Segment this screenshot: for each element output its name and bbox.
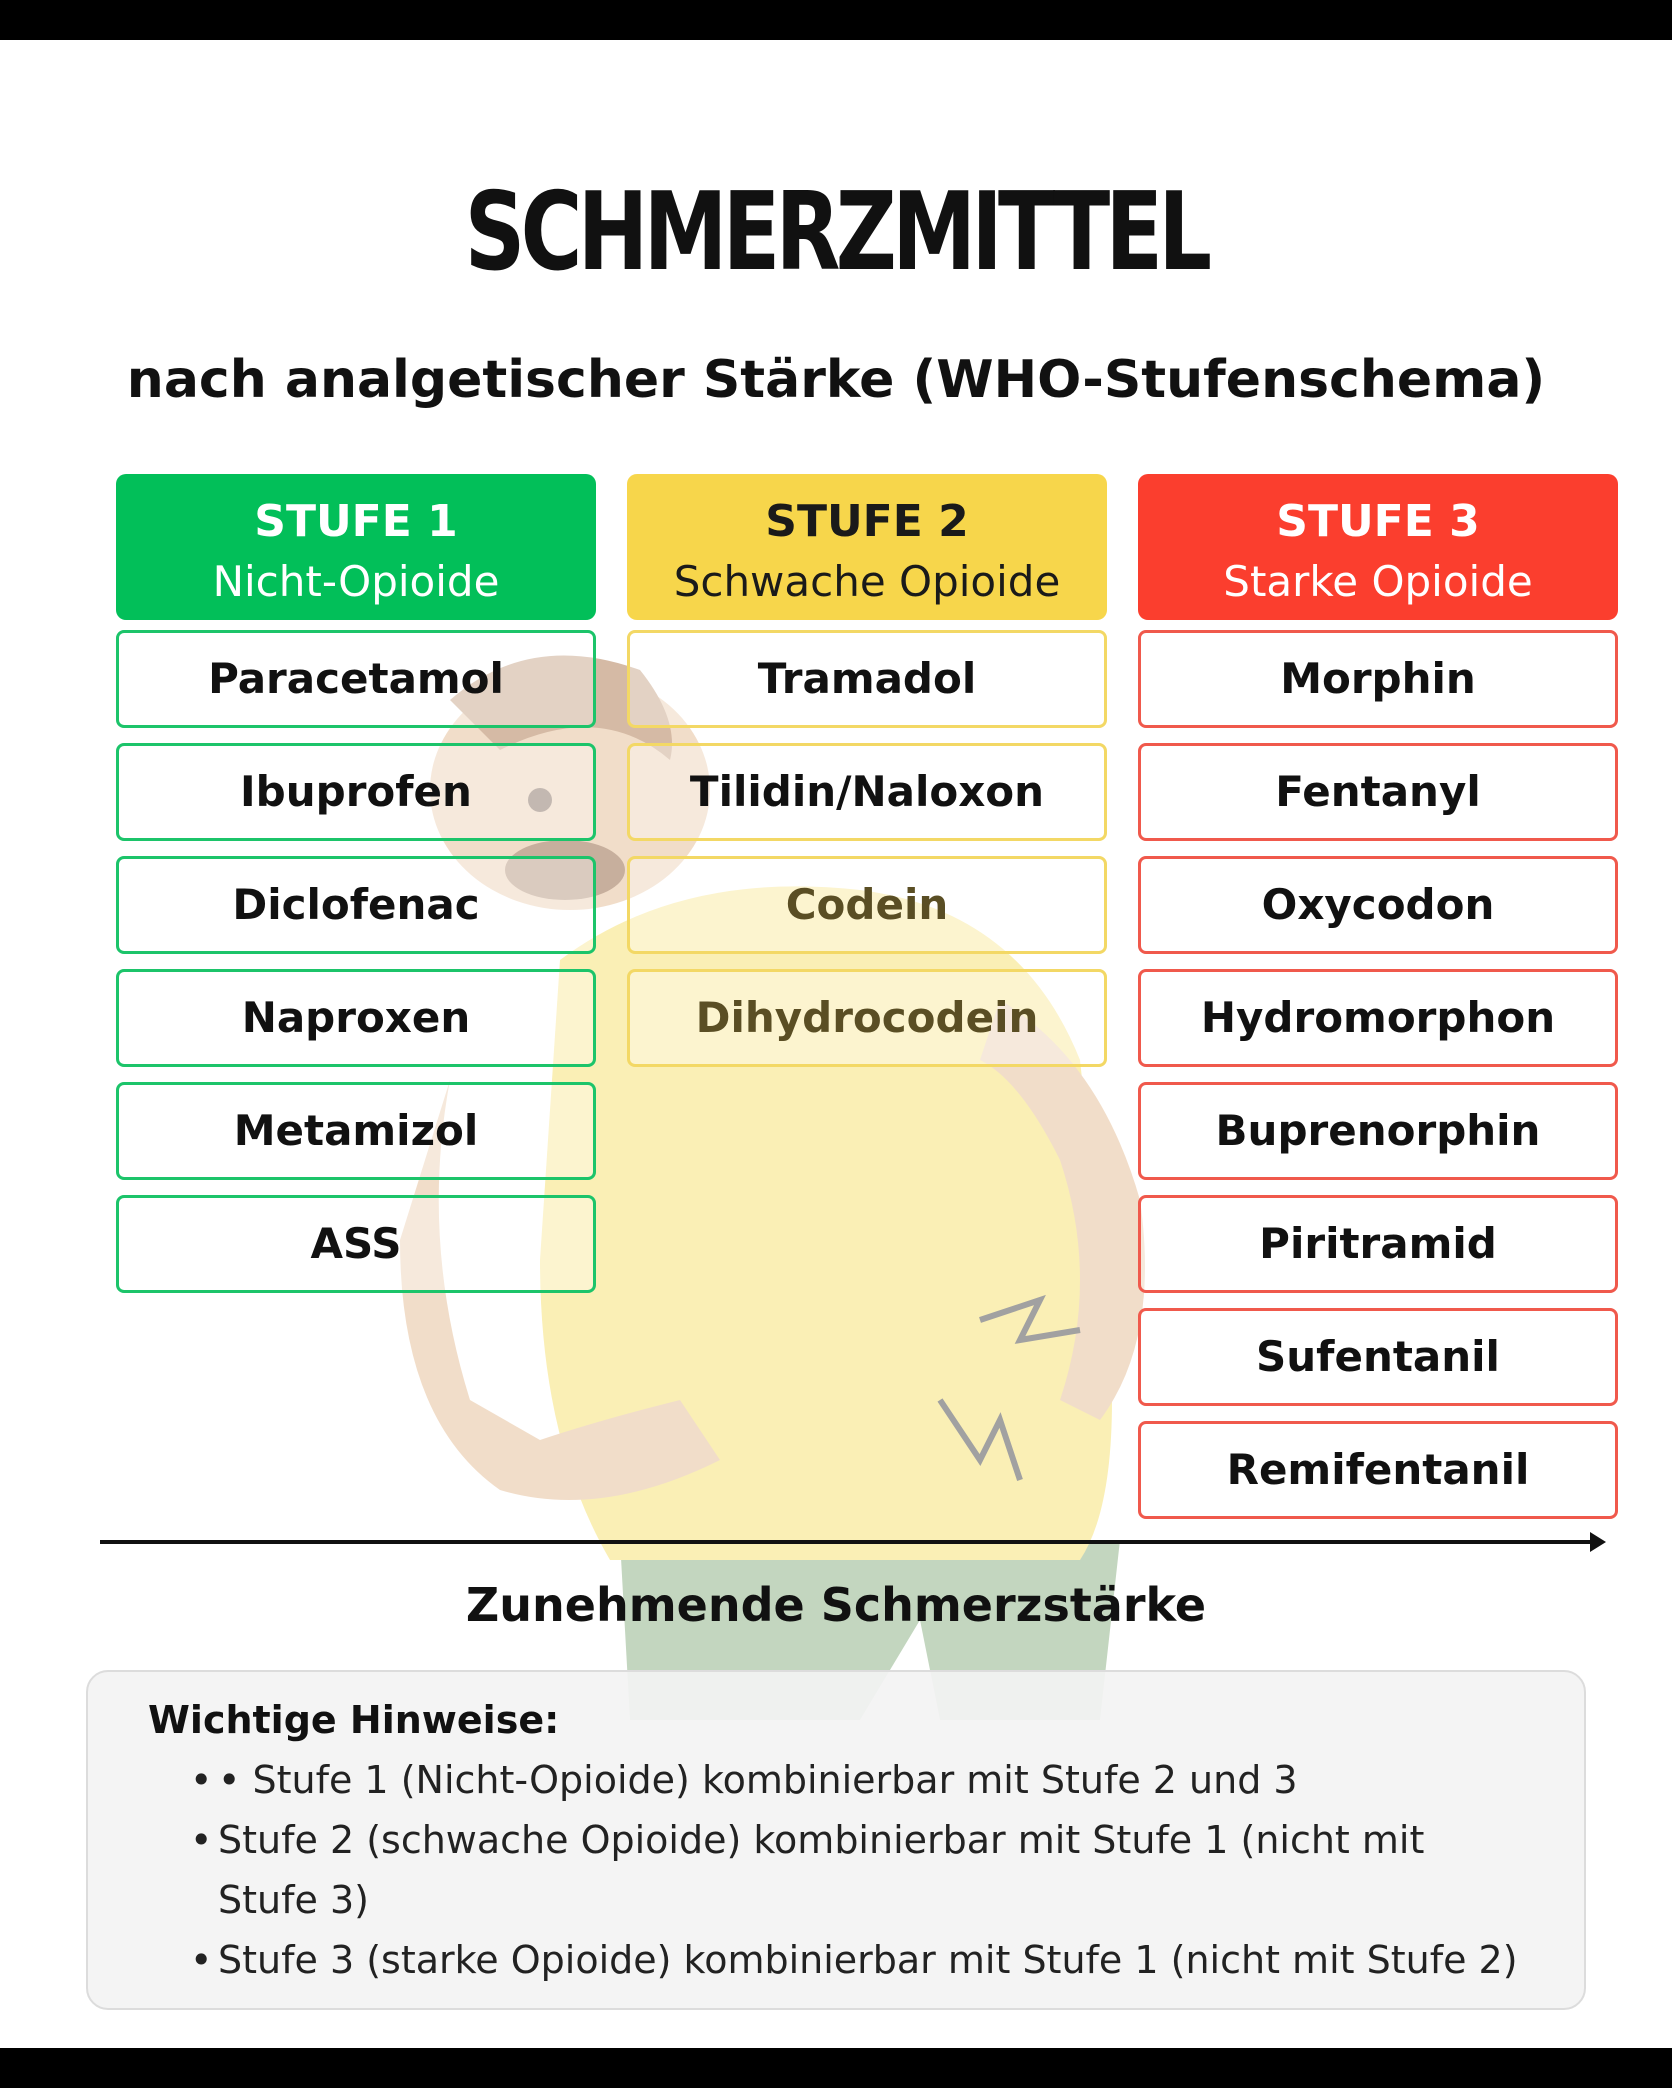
notes-title: Wichtige Hinweise: xyxy=(148,1698,560,1742)
page-title: SCHMERZMITTEL xyxy=(464,170,1208,295)
stufe-3-kind: Starke Opioide xyxy=(1223,557,1533,606)
drug-item: Sufentanil xyxy=(1138,1308,1618,1406)
stufe-2-drug-list xyxy=(627,630,1107,1067)
drug-item: Tilidin/Naloxon xyxy=(627,743,1107,841)
stufe-2-column xyxy=(627,474,1107,1082)
arrow-right-icon xyxy=(1590,1532,1606,1552)
note-item: • • Stufe 1 (Nicht-Opioide) kombinierbar mit Stufe 2 und 3 xyxy=(194,1750,1524,1810)
stufe-1-column xyxy=(116,474,596,1308)
note-item: • Stufe 2 (schwache Opioide) kombinierbar mit Stufe 1 (nicht mit Stufe 3) xyxy=(194,1810,1524,1930)
pain-axis-label: Zunehmende Schmerzstärke xyxy=(465,1578,1207,1632)
drug-item: Ibuprofen xyxy=(116,743,596,841)
stufe-1-kind: Nicht-Opioide xyxy=(212,557,500,606)
drug-item: Buprenorphin xyxy=(1138,1082,1618,1180)
stufe-3-label: STUFE 3 xyxy=(1276,496,1480,547)
drug-item: Hydromorphon xyxy=(1138,969,1618,1067)
drug-item: Codein xyxy=(627,856,1107,954)
page xyxy=(0,40,1672,2048)
drug-item: Dihydrocodein xyxy=(627,969,1107,1067)
drug-item: Metamizol xyxy=(116,1082,596,1180)
stufe-2-kind: Schwache Opioide xyxy=(673,557,1061,606)
stufe-3-header xyxy=(1138,474,1618,620)
drug-item: Paracetamol xyxy=(116,630,596,728)
stufe-3-drug-list xyxy=(1138,630,1618,1519)
drug-item: Morphin xyxy=(1138,630,1618,728)
pain-axis-line xyxy=(100,1540,1600,1544)
stufe-1-header xyxy=(116,474,596,620)
stufe-2-label: STUFE 2 xyxy=(765,496,969,547)
stufe-1-drug-list xyxy=(116,630,596,1293)
page-subtitle: nach analgetischer Stärke (WHO-Stufenschema) xyxy=(126,350,1546,410)
notes-list xyxy=(148,1750,1524,1990)
drug-item: Oxycodon xyxy=(1138,856,1618,954)
note-item: • Stufe 3 (starke Opioide) kombinierbar mit Stufe 1 (nicht mit Stufe 2) xyxy=(194,1930,1524,1990)
drug-item: Piritramid xyxy=(1138,1195,1618,1293)
drug-item: Remifentanil xyxy=(1138,1421,1618,1519)
drug-item: Tramadol xyxy=(627,630,1107,728)
drug-item: Naproxen xyxy=(116,969,596,1067)
notes-box xyxy=(86,1670,1586,2010)
drug-item: ASS xyxy=(116,1195,596,1293)
drug-item: Fentanyl xyxy=(1138,743,1618,841)
stufe-3-column xyxy=(1138,474,1618,1534)
stufe-2-header xyxy=(627,474,1107,620)
stufe-1-label: STUFE 1 xyxy=(254,496,458,547)
drug-item: Diclofenac xyxy=(116,856,596,954)
